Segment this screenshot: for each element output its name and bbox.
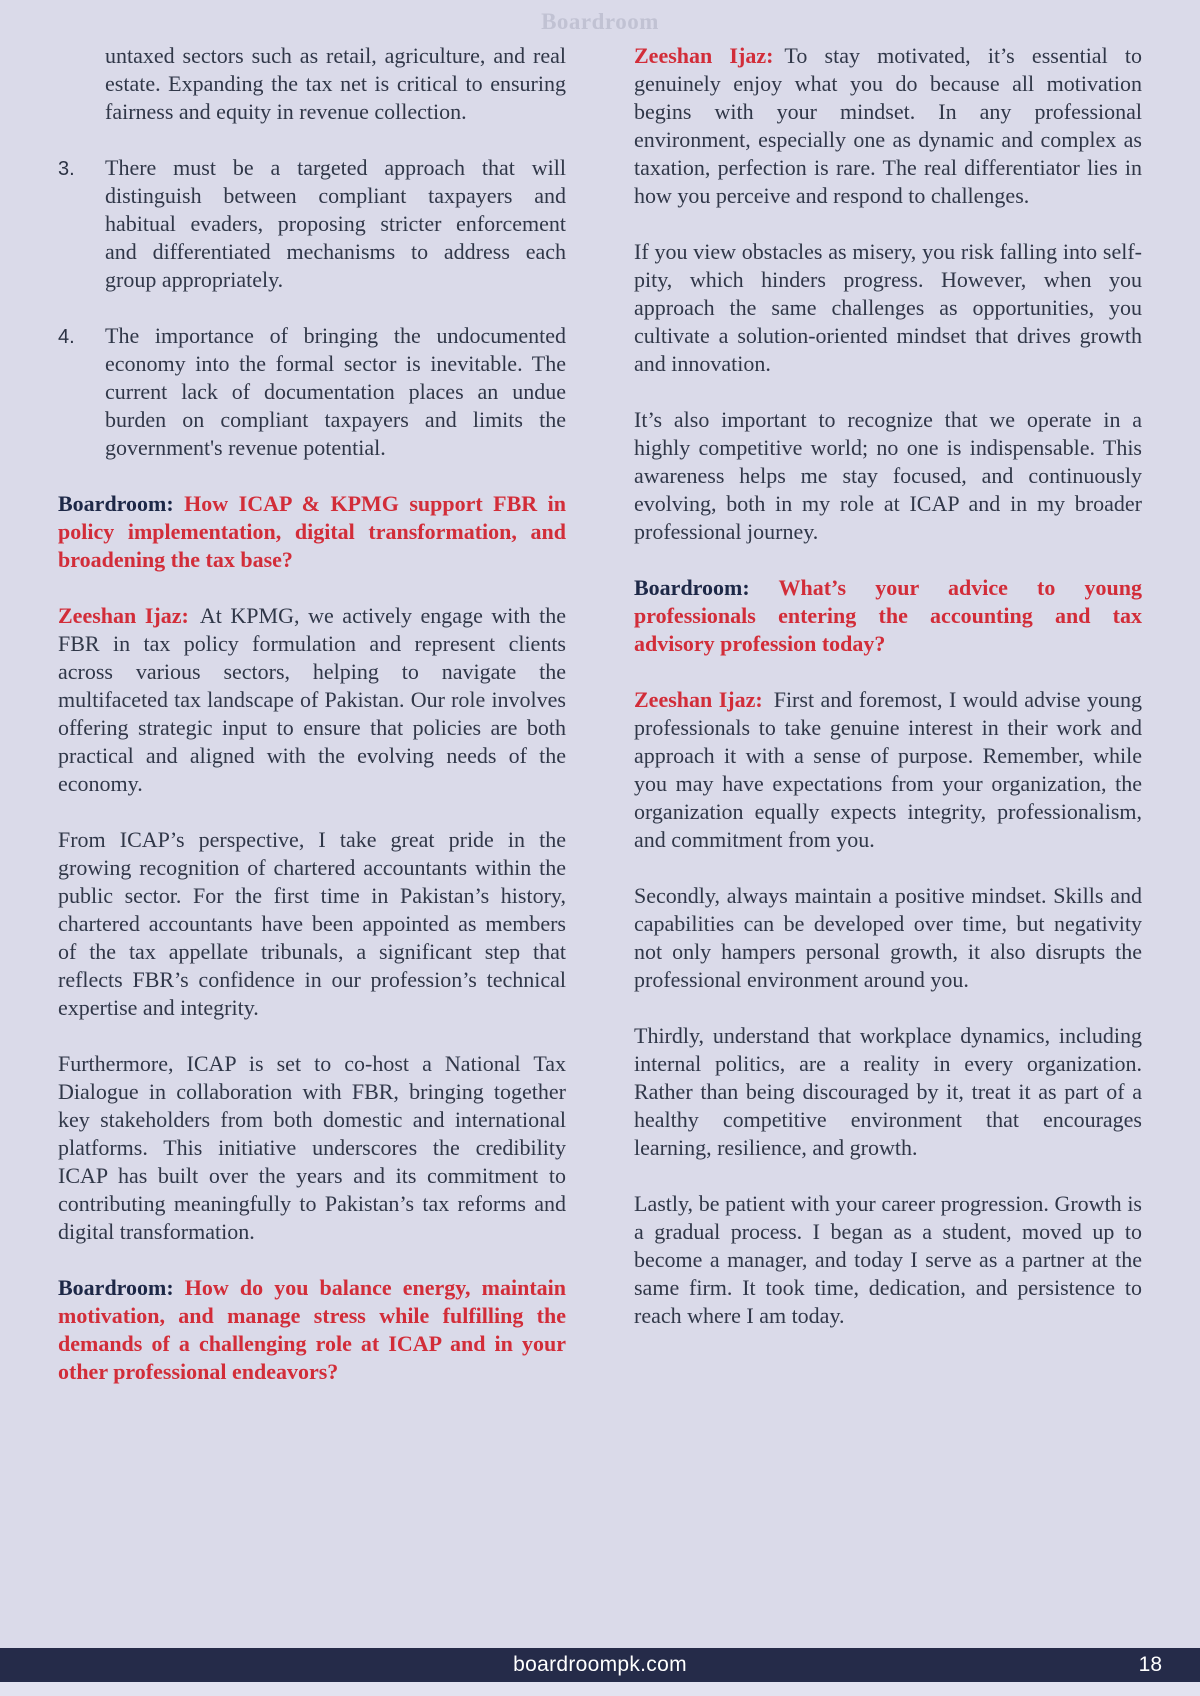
- question-text: What’s your advice to young professionals entering the accounting and tax advisory profession today?: [634, 575, 1142, 656]
- right-column: [634, 42, 1142, 1358]
- interview-question: [634, 574, 1142, 658]
- list-item-text: The importance of bringing the undocumented economy into the formal sector is inevitable. The current lack of documentation places an undue burden on compliant taxpayers and limits the government's revenue potential.: [105, 323, 566, 460]
- interview-answer: [634, 686, 1142, 854]
- question-text: How do you balance energy, maintain motivation, and manage stress while fulfilling the demands of a challenging role at ICAP and in your other professional endeavors?: [58, 1275, 566, 1384]
- body-paragraph: It’s also important to recognize that we operate in a highly competitive world; no one is indispensable. This awareness helps me stay focused, and continuously evolving, both in my role at ICAP and in my broader professional journey.: [634, 407, 1142, 544]
- list-item-number: 4.: [58, 326, 75, 348]
- speaker-name: Zeeshan Ijaz:: [634, 687, 763, 712]
- footer-website: boardroompk.com: [513, 1653, 687, 1676]
- body-paragraph: Thirdly, understand that workplace dynamics, including internal politics, are a reality in every organization. Rather than being discouraged by it, treat it as part of a healthy competitive environment that encourages learning, resilience, and growth.: [634, 1023, 1142, 1160]
- answer-text: First and foremost, I would advise young professionals to take genuine interest in their work and approach it with a sense of purpose. Remember, while you may have expectations from your organization, the organization equally expects integrity, professionalism, and commitment from you.: [634, 687, 1142, 852]
- answer-text: To stay motivated, it’s essential to genuinely enjoy what you do because all motivation begins with your mindset. In any professional environment, especially one as dynamic and complex as taxation, perfection is rare. The real differentiator lies in how you perceive and respond to challenges.: [634, 43, 1142, 208]
- speaker-name: Zeeshan Ijaz:: [634, 43, 774, 68]
- body-paragraph: From ICAP’s perspective, I take great pride in the growing recognition of chartered accountants within the public sector. For the first time in Pakistan’s history, chartered accountants have been appointed as members of the tax appellate tribunals, a significant step that reflects FBR’s confidence in our profession’s technical expertise and integrity.: [58, 827, 566, 1020]
- interview-answer: [634, 42, 1142, 210]
- question-text: How ICAP & KPMG support FBR in policy implementation, digital transformation, and broadening the tax base?: [58, 491, 566, 572]
- speaker-name: Zeeshan Ijaz:: [58, 603, 189, 628]
- interview-question: [58, 490, 566, 574]
- numbered-list-item: [58, 154, 566, 294]
- body-paragraph: Lastly, be patient with your career progression. Growth is a gradual process. I began as a student, moved up to become a manager, and today I serve as a partner at the same firm. It took time, dedication, and persistence to reach where I am today.: [634, 1191, 1142, 1328]
- interview-answer: [58, 602, 566, 798]
- body-paragraph: Furthermore, ICAP is set to co-host a National Tax Dialogue in collaboration with FBR, bringing together key stakeholders from both domestic and international platforms. This initiative underscores the credibility ICAP has built over the years and its commitment to contributing meaningfully to Pakistan’s tax reforms and digital transformation.: [58, 1051, 566, 1244]
- body-paragraph: If you view obstacles as misery, you risk falling into self-pity, which hinders progress. However, when you approach the same challenges as opportunities, you cultivate a solution-oriented mindset that drives growth and innovation.: [634, 239, 1142, 376]
- footer-bottom-strip: [0, 1682, 1200, 1696]
- question-label: Boardroom:: [58, 491, 174, 516]
- list-item-text: untaxed sectors such as retail, agriculture, and real estate. Expanding the tax net is critical to ensuring fairness and equity in revenue collection.: [105, 43, 566, 124]
- answer-text: At KPMG, we actively engage with the FBR in tax policy formulation and represent clients across various sectors, helping to navigate the multifaceted tax landscape of Pakistan. Our role involves offering strategic input to ensure that policies are both practical and aligned with the evolving needs of the economy.: [58, 603, 567, 796]
- left-column: [58, 42, 566, 1414]
- numbered-list-item: [58, 42, 566, 126]
- body-paragraph: Secondly, always maintain a positive mindset. Skills and capabilities can be developed over time, but negativity not only hampers personal growth, it also disrupts the professional environment around you.: [634, 883, 1142, 992]
- list-item-text: There must be a targeted approach that will distinguish between compliant taxpayers and habitual evaders, proposing stricter enforcement and differentiated mechanisms to address each group appropriately.: [105, 155, 566, 292]
- list-item-number: 3.: [58, 158, 75, 180]
- question-label: Boardroom:: [58, 1275, 174, 1300]
- numbered-list-item: [58, 322, 566, 462]
- page-header-title: Boardroom: [541, 9, 659, 34]
- footer-page-number: 18: [1138, 1653, 1162, 1676]
- interview-question: [58, 1274, 566, 1386]
- question-label: Boardroom:: [634, 575, 750, 600]
- footer-bar: [0, 1648, 1200, 1682]
